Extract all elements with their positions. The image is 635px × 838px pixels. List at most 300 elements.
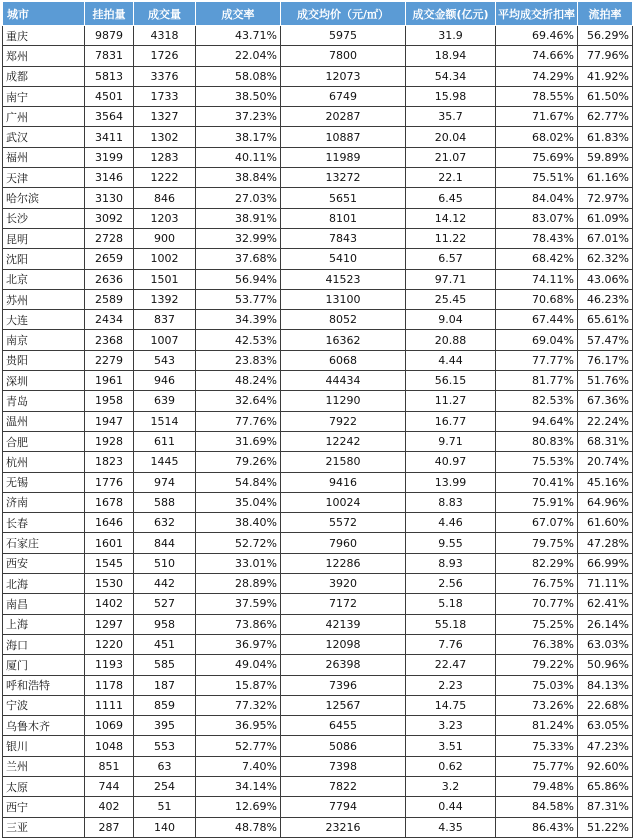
header-avg-price: 成交均价（元/㎡） bbox=[281, 2, 406, 26]
cell-deal-amount: 8.83 bbox=[406, 492, 496, 512]
cell-deal-rate: 38.17% bbox=[196, 127, 281, 147]
cell-avg-discount: 73.26% bbox=[496, 695, 578, 715]
cell-city: 石家庄 bbox=[3, 533, 85, 553]
cell-avg-price: 5410 bbox=[281, 249, 406, 269]
cell-deals: 1007 bbox=[134, 330, 196, 350]
cell-avg-discount: 70.77% bbox=[496, 594, 578, 614]
cell-deal-rate: 56.94% bbox=[196, 269, 281, 289]
cell-avg-discount: 82.29% bbox=[496, 553, 578, 573]
table-row bbox=[3, 66, 633, 86]
cell-deals: 632 bbox=[134, 513, 196, 533]
cell-deal-rate: 53.77% bbox=[196, 289, 281, 309]
cell-city: 大连 bbox=[3, 310, 85, 330]
cell-deal-rate: 73.86% bbox=[196, 614, 281, 634]
cell-deal-amount: 2.23 bbox=[406, 675, 496, 695]
cell-city: 乌鲁木齐 bbox=[3, 716, 85, 736]
cell-listings: 1530 bbox=[85, 574, 134, 594]
table-row bbox=[3, 330, 633, 350]
cell-avg-price: 7843 bbox=[281, 228, 406, 248]
cell-avg-discount: 78.43% bbox=[496, 228, 578, 248]
cell-avg-discount: 79.22% bbox=[496, 655, 578, 675]
cell-deal-rate: 23.83% bbox=[196, 350, 281, 370]
cell-deal-amount: 11.22 bbox=[406, 228, 496, 248]
cell-avg-price: 23216 bbox=[281, 817, 406, 837]
table-row bbox=[3, 797, 633, 817]
cell-avg-price: 44434 bbox=[281, 371, 406, 391]
cell-failure-rate: 61.50% bbox=[578, 86, 633, 106]
cell-avg-discount: 70.41% bbox=[496, 472, 578, 492]
table-row bbox=[3, 776, 633, 796]
cell-deals: 395 bbox=[134, 716, 196, 736]
cell-deal-rate: 32.64% bbox=[196, 391, 281, 411]
cell-deals: 946 bbox=[134, 371, 196, 391]
cell-listings: 2368 bbox=[85, 330, 134, 350]
cell-deal-amount: 7.76 bbox=[406, 634, 496, 654]
cell-listings: 851 bbox=[85, 756, 134, 776]
cell-listings: 1111 bbox=[85, 695, 134, 715]
cell-deals: 527 bbox=[134, 594, 196, 614]
cell-listings: 2659 bbox=[85, 249, 134, 269]
cell-failure-rate: 67.01% bbox=[578, 228, 633, 248]
cell-failure-rate: 62.77% bbox=[578, 107, 633, 127]
cell-failure-rate: 71.11% bbox=[578, 574, 633, 594]
cell-city: 北海 bbox=[3, 574, 85, 594]
cell-deals: 974 bbox=[134, 472, 196, 492]
cell-city: 苏州 bbox=[3, 289, 85, 309]
cell-city: 武汉 bbox=[3, 127, 85, 147]
cell-deals: 543 bbox=[134, 350, 196, 370]
cell-city: 宁波 bbox=[3, 695, 85, 715]
data-table-container bbox=[2, 1, 632, 838]
cell-deal-amount: 56.15 bbox=[406, 371, 496, 391]
cell-listings: 3130 bbox=[85, 188, 134, 208]
cell-city: 长沙 bbox=[3, 208, 85, 228]
cell-failure-rate: 63.03% bbox=[578, 634, 633, 654]
cell-deal-rate: 40.11% bbox=[196, 147, 281, 167]
cell-city: 三亚 bbox=[3, 817, 85, 837]
cell-deals: 837 bbox=[134, 310, 196, 330]
cell-deals: 1222 bbox=[134, 168, 196, 188]
cell-avg-price: 6455 bbox=[281, 716, 406, 736]
cell-city: 重庆 bbox=[3, 26, 85, 46]
cell-avg-price: 5651 bbox=[281, 188, 406, 208]
cell-listings: 287 bbox=[85, 817, 134, 837]
cell-avg-price: 12567 bbox=[281, 695, 406, 715]
cell-avg-discount: 94.64% bbox=[496, 411, 578, 431]
cell-avg-price: 7822 bbox=[281, 776, 406, 796]
cell-deal-amount: 4.46 bbox=[406, 513, 496, 533]
table-row bbox=[3, 634, 633, 654]
cell-avg-discount: 84.58% bbox=[496, 797, 578, 817]
cell-deals: 3376 bbox=[134, 66, 196, 86]
cell-city: 昆明 bbox=[3, 228, 85, 248]
cell-avg-discount: 71.67% bbox=[496, 107, 578, 127]
cell-failure-rate: 67.36% bbox=[578, 391, 633, 411]
cell-failure-rate: 63.05% bbox=[578, 716, 633, 736]
cell-listings: 1193 bbox=[85, 655, 134, 675]
cell-avg-discount: 82.53% bbox=[496, 391, 578, 411]
header-city: 城市 bbox=[3, 2, 85, 26]
cell-avg-discount: 67.07% bbox=[496, 513, 578, 533]
cell-listings: 5813 bbox=[85, 66, 134, 86]
table-row bbox=[3, 107, 633, 127]
cell-failure-rate: 47.28% bbox=[578, 533, 633, 553]
cell-listings: 2589 bbox=[85, 289, 134, 309]
cell-listings: 1069 bbox=[85, 716, 134, 736]
cell-failure-rate: 61.60% bbox=[578, 513, 633, 533]
cell-city: 青岛 bbox=[3, 391, 85, 411]
cell-listings: 2279 bbox=[85, 350, 134, 370]
cell-listings: 1402 bbox=[85, 594, 134, 614]
table-row bbox=[3, 594, 633, 614]
table-row bbox=[3, 168, 633, 188]
cell-avg-price: 12242 bbox=[281, 431, 406, 451]
cell-failure-rate: 76.17% bbox=[578, 350, 633, 370]
cell-deal-amount: 4.44 bbox=[406, 350, 496, 370]
cell-city: 西安 bbox=[3, 553, 85, 573]
cell-avg-price: 7960 bbox=[281, 533, 406, 553]
cell-deal-amount: 20.04 bbox=[406, 127, 496, 147]
cell-avg-price: 7800 bbox=[281, 46, 406, 66]
header-row bbox=[3, 2, 633, 26]
cell-listings: 3564 bbox=[85, 107, 134, 127]
cell-failure-rate: 66.99% bbox=[578, 553, 633, 573]
cell-avg-discount: 78.55% bbox=[496, 86, 578, 106]
cell-deal-amount: 4.35 bbox=[406, 817, 496, 837]
cell-avg-discount: 77.77% bbox=[496, 350, 578, 370]
cell-deals: 51 bbox=[134, 797, 196, 817]
cell-failure-rate: 22.68% bbox=[578, 695, 633, 715]
cell-deals: 442 bbox=[134, 574, 196, 594]
cell-avg-discount: 81.77% bbox=[496, 371, 578, 391]
table-row bbox=[3, 574, 633, 594]
cell-avg-price: 16362 bbox=[281, 330, 406, 350]
city-auction-table bbox=[2, 1, 633, 838]
cell-listings: 1220 bbox=[85, 634, 134, 654]
cell-failure-rate: 22.24% bbox=[578, 411, 633, 431]
cell-avg-price: 3920 bbox=[281, 574, 406, 594]
cell-deals: 1283 bbox=[134, 147, 196, 167]
cell-deal-rate: 33.01% bbox=[196, 553, 281, 573]
cell-deal-rate: 34.14% bbox=[196, 776, 281, 796]
cell-deal-rate: 7.40% bbox=[196, 756, 281, 776]
table-row bbox=[3, 411, 633, 431]
cell-deal-amount: 3.51 bbox=[406, 736, 496, 756]
cell-failure-rate: 50.96% bbox=[578, 655, 633, 675]
cell-city: 银川 bbox=[3, 736, 85, 756]
cell-city: 温州 bbox=[3, 411, 85, 431]
cell-failure-rate: 57.47% bbox=[578, 330, 633, 350]
cell-deal-amount: 11.27 bbox=[406, 391, 496, 411]
header-deals: 成交量 bbox=[134, 2, 196, 26]
cell-listings: 1823 bbox=[85, 452, 134, 472]
cell-city: 呼和浩特 bbox=[3, 675, 85, 695]
cell-deal-rate: 49.04% bbox=[196, 655, 281, 675]
cell-city: 哈尔滨 bbox=[3, 188, 85, 208]
cell-deal-rate: 48.24% bbox=[196, 371, 281, 391]
cell-avg-price: 41523 bbox=[281, 269, 406, 289]
cell-avg-price: 6068 bbox=[281, 350, 406, 370]
table-row bbox=[3, 614, 633, 634]
cell-avg-discount: 75.91% bbox=[496, 492, 578, 512]
cell-deal-amount: 9.55 bbox=[406, 533, 496, 553]
cell-failure-rate: 59.89% bbox=[578, 147, 633, 167]
cell-deals: 553 bbox=[134, 736, 196, 756]
cell-failure-rate: 65.86% bbox=[578, 776, 633, 796]
cell-failure-rate: 61.09% bbox=[578, 208, 633, 228]
cell-deals: 187 bbox=[134, 675, 196, 695]
cell-avg-price: 12098 bbox=[281, 634, 406, 654]
cell-avg-price: 11290 bbox=[281, 391, 406, 411]
table-row bbox=[3, 269, 633, 289]
cell-avg-discount: 74.29% bbox=[496, 66, 578, 86]
cell-failure-rate: 46.23% bbox=[578, 289, 633, 309]
cell-avg-price: 10887 bbox=[281, 127, 406, 147]
cell-deal-rate: 36.95% bbox=[196, 716, 281, 736]
cell-avg-discount: 75.51% bbox=[496, 168, 578, 188]
cell-deals: 1392 bbox=[134, 289, 196, 309]
table-row bbox=[3, 289, 633, 309]
cell-deal-rate: 77.76% bbox=[196, 411, 281, 431]
cell-deal-amount: 3.23 bbox=[406, 716, 496, 736]
cell-city: 厦门 bbox=[3, 655, 85, 675]
cell-deal-rate: 38.40% bbox=[196, 513, 281, 533]
cell-failure-rate: 72.97% bbox=[578, 188, 633, 208]
cell-city: 成都 bbox=[3, 66, 85, 86]
cell-listings: 1297 bbox=[85, 614, 134, 634]
cell-avg-price: 20287 bbox=[281, 107, 406, 127]
cell-deals: 639 bbox=[134, 391, 196, 411]
cell-failure-rate: 62.41% bbox=[578, 594, 633, 614]
cell-deal-rate: 43.71% bbox=[196, 26, 281, 46]
cell-failure-rate: 84.13% bbox=[578, 675, 633, 695]
cell-deal-amount: 15.98 bbox=[406, 86, 496, 106]
cell-failure-rate: 65.61% bbox=[578, 310, 633, 330]
cell-avg-price: 7396 bbox=[281, 675, 406, 695]
cell-city: 广州 bbox=[3, 107, 85, 127]
cell-deal-rate: 52.72% bbox=[196, 533, 281, 553]
cell-avg-discount: 80.83% bbox=[496, 431, 578, 451]
cell-failure-rate: 56.29% bbox=[578, 26, 633, 46]
cell-deal-rate: 34.39% bbox=[196, 310, 281, 330]
cell-deals: 63 bbox=[134, 756, 196, 776]
cell-failure-rate: 51.22% bbox=[578, 817, 633, 837]
cell-deal-amount: 31.9 bbox=[406, 26, 496, 46]
cell-city: 无锡 bbox=[3, 472, 85, 492]
cell-avg-discount: 75.25% bbox=[496, 614, 578, 634]
cell-avg-discount: 75.03% bbox=[496, 675, 578, 695]
cell-avg-discount: 75.53% bbox=[496, 452, 578, 472]
cell-deal-amount: 0.62 bbox=[406, 756, 496, 776]
cell-avg-discount: 74.11% bbox=[496, 269, 578, 289]
cell-listings: 2728 bbox=[85, 228, 134, 248]
cell-avg-discount: 86.43% bbox=[496, 817, 578, 837]
cell-avg-discount: 76.38% bbox=[496, 634, 578, 654]
cell-deals: 846 bbox=[134, 188, 196, 208]
cell-avg-discount: 75.77% bbox=[496, 756, 578, 776]
cell-deals: 844 bbox=[134, 533, 196, 553]
table-row bbox=[3, 431, 633, 451]
cell-listings: 1961 bbox=[85, 371, 134, 391]
cell-deal-rate: 79.26% bbox=[196, 452, 281, 472]
table-body bbox=[3, 26, 633, 838]
cell-deal-amount: 6.57 bbox=[406, 249, 496, 269]
cell-deal-rate: 58.08% bbox=[196, 66, 281, 86]
cell-deals: 1002 bbox=[134, 249, 196, 269]
cell-deal-amount: 9.71 bbox=[406, 431, 496, 451]
table-row bbox=[3, 26, 633, 46]
cell-listings: 1776 bbox=[85, 472, 134, 492]
cell-listings: 3411 bbox=[85, 127, 134, 147]
cell-listings: 3199 bbox=[85, 147, 134, 167]
cell-deal-rate: 37.59% bbox=[196, 594, 281, 614]
cell-deal-rate: 48.78% bbox=[196, 817, 281, 837]
cell-avg-discount: 83.07% bbox=[496, 208, 578, 228]
table-row bbox=[3, 310, 633, 330]
cell-deal-amount: 22.47 bbox=[406, 655, 496, 675]
cell-avg-price: 7922 bbox=[281, 411, 406, 431]
header-deal-amount: 成交金额(亿元) bbox=[406, 2, 496, 26]
cell-avg-discount: 69.46% bbox=[496, 26, 578, 46]
cell-avg-price: 21580 bbox=[281, 452, 406, 472]
cell-failure-rate: 43.06% bbox=[578, 269, 633, 289]
cell-avg-discount: 75.33% bbox=[496, 736, 578, 756]
table-row bbox=[3, 756, 633, 776]
cell-city: 长春 bbox=[3, 513, 85, 533]
cell-city: 南宁 bbox=[3, 86, 85, 106]
table-row bbox=[3, 716, 633, 736]
cell-city: 天津 bbox=[3, 168, 85, 188]
table-row bbox=[3, 391, 633, 411]
cell-listings: 1678 bbox=[85, 492, 134, 512]
cell-deals: 451 bbox=[134, 634, 196, 654]
cell-deals: 4318 bbox=[134, 26, 196, 46]
cell-deals: 900 bbox=[134, 228, 196, 248]
cell-listings: 1928 bbox=[85, 431, 134, 451]
cell-deals: 1733 bbox=[134, 86, 196, 106]
table-row bbox=[3, 533, 633, 553]
cell-deals: 1327 bbox=[134, 107, 196, 127]
cell-avg-price: 9416 bbox=[281, 472, 406, 492]
cell-deal-amount: 13.99 bbox=[406, 472, 496, 492]
cell-failure-rate: 68.31% bbox=[578, 431, 633, 451]
cell-city: 海口 bbox=[3, 634, 85, 654]
cell-deals: 585 bbox=[134, 655, 196, 675]
cell-deals: 1445 bbox=[134, 452, 196, 472]
cell-deal-amount: 25.45 bbox=[406, 289, 496, 309]
cell-listings: 1545 bbox=[85, 553, 134, 573]
cell-city: 太原 bbox=[3, 776, 85, 796]
table-row bbox=[3, 492, 633, 512]
header-failure-rate: 流拍率 bbox=[578, 2, 633, 26]
table-row bbox=[3, 147, 633, 167]
cell-deal-rate: 77.32% bbox=[196, 695, 281, 715]
table-row bbox=[3, 675, 633, 695]
table-row bbox=[3, 249, 633, 269]
cell-failure-rate: 20.74% bbox=[578, 452, 633, 472]
cell-deal-rate: 52.77% bbox=[196, 736, 281, 756]
cell-deal-amount: 0.44 bbox=[406, 797, 496, 817]
cell-deal-amount: 3.2 bbox=[406, 776, 496, 796]
cell-city: 郑州 bbox=[3, 46, 85, 66]
cell-city: 南昌 bbox=[3, 594, 85, 614]
cell-listings: 9879 bbox=[85, 26, 134, 46]
cell-listings: 2434 bbox=[85, 310, 134, 330]
cell-deal-rate: 36.97% bbox=[196, 634, 281, 654]
cell-avg-price: 6749 bbox=[281, 86, 406, 106]
cell-listings: 1947 bbox=[85, 411, 134, 431]
cell-city: 西宁 bbox=[3, 797, 85, 817]
cell-deal-amount: 2.56 bbox=[406, 574, 496, 594]
cell-avg-price: 5975 bbox=[281, 26, 406, 46]
cell-failure-rate: 87.31% bbox=[578, 797, 633, 817]
cell-listings: 2636 bbox=[85, 269, 134, 289]
cell-city: 福州 bbox=[3, 147, 85, 167]
cell-deals: 140 bbox=[134, 817, 196, 837]
table-row bbox=[3, 188, 633, 208]
header-deal-rate: 成交率 bbox=[196, 2, 281, 26]
table-row bbox=[3, 472, 633, 492]
cell-city: 合肥 bbox=[3, 431, 85, 451]
cell-city: 贵阳 bbox=[3, 350, 85, 370]
table-row bbox=[3, 452, 633, 472]
cell-city: 南京 bbox=[3, 330, 85, 350]
cell-avg-price: 42139 bbox=[281, 614, 406, 634]
cell-deal-amount: 8.93 bbox=[406, 553, 496, 573]
cell-avg-price: 8052 bbox=[281, 310, 406, 330]
cell-deal-amount: 97.71 bbox=[406, 269, 496, 289]
cell-listings: 7831 bbox=[85, 46, 134, 66]
cell-deal-rate: 54.84% bbox=[196, 472, 281, 492]
cell-listings: 1178 bbox=[85, 675, 134, 695]
cell-deal-amount: 54.34 bbox=[406, 66, 496, 86]
table-row bbox=[3, 513, 633, 533]
cell-deals: 611 bbox=[134, 431, 196, 451]
cell-failure-rate: 51.76% bbox=[578, 371, 633, 391]
cell-deal-rate: 35.04% bbox=[196, 492, 281, 512]
cell-avg-price: 7794 bbox=[281, 797, 406, 817]
cell-city: 北京 bbox=[3, 269, 85, 289]
cell-avg-discount: 75.69% bbox=[496, 147, 578, 167]
cell-failure-rate: 26.14% bbox=[578, 614, 633, 634]
cell-failure-rate: 61.83% bbox=[578, 127, 633, 147]
cell-avg-discount: 81.24% bbox=[496, 716, 578, 736]
table-row bbox=[3, 46, 633, 66]
cell-deal-amount: 5.18 bbox=[406, 594, 496, 614]
cell-failure-rate: 64.96% bbox=[578, 492, 633, 512]
cell-deal-amount: 20.88 bbox=[406, 330, 496, 350]
cell-deals: 859 bbox=[134, 695, 196, 715]
cell-deal-amount: 35.7 bbox=[406, 107, 496, 127]
cell-failure-rate: 92.60% bbox=[578, 756, 633, 776]
cell-failure-rate: 77.96% bbox=[578, 46, 633, 66]
cell-avg-price: 7172 bbox=[281, 594, 406, 614]
cell-city: 上海 bbox=[3, 614, 85, 634]
cell-avg-price: 26398 bbox=[281, 655, 406, 675]
cell-deals: 958 bbox=[134, 614, 196, 634]
cell-city: 沈阳 bbox=[3, 249, 85, 269]
cell-failure-rate: 61.16% bbox=[578, 168, 633, 188]
cell-deals: 1726 bbox=[134, 46, 196, 66]
cell-avg-price: 13272 bbox=[281, 168, 406, 188]
table-row bbox=[3, 695, 633, 715]
cell-listings: 402 bbox=[85, 797, 134, 817]
cell-listings: 744 bbox=[85, 776, 134, 796]
cell-deal-rate: 15.87% bbox=[196, 675, 281, 695]
cell-deal-rate: 38.84% bbox=[196, 168, 281, 188]
cell-deal-rate: 32.99% bbox=[196, 228, 281, 248]
cell-listings: 4501 bbox=[85, 86, 134, 106]
